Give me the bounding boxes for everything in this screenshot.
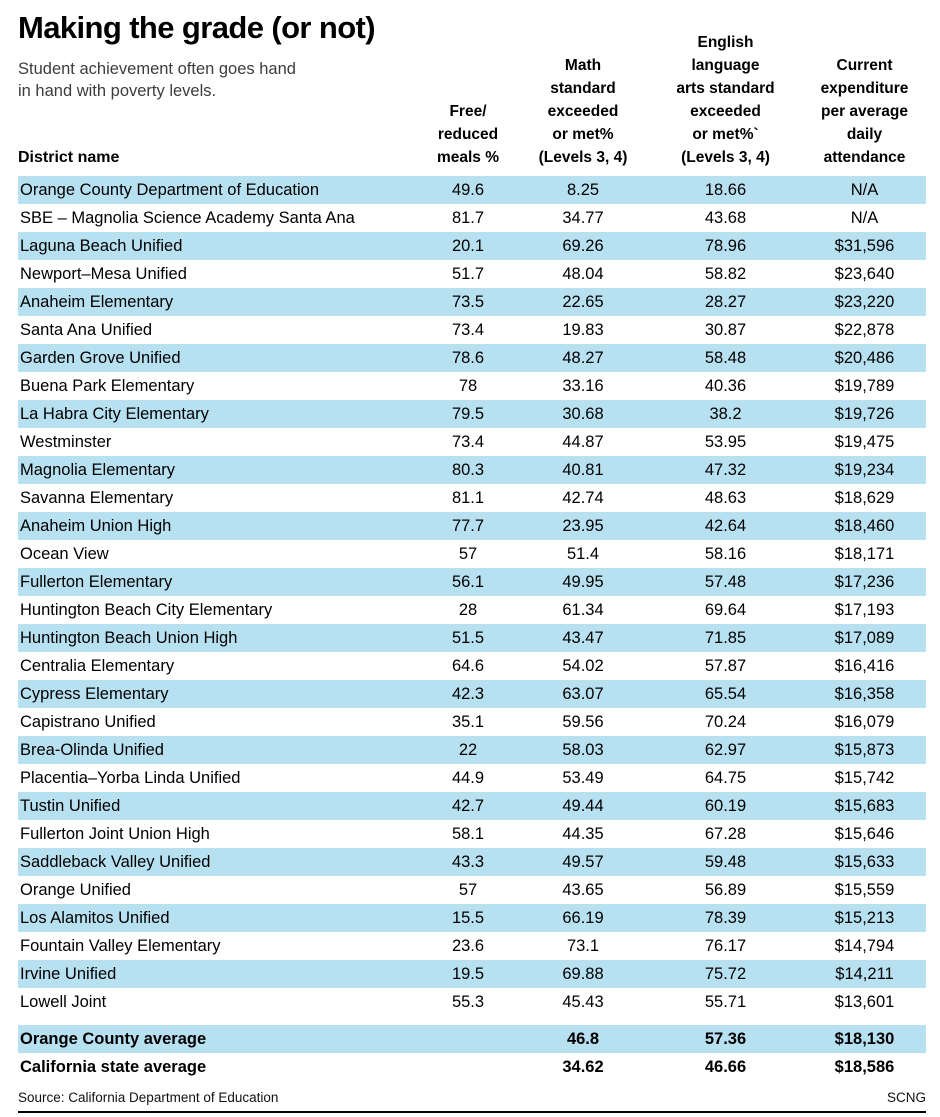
- cell-ela: 64.75: [704, 768, 747, 787]
- cell-meals: 73.4: [451, 432, 485, 451]
- cell-meals: 44.9: [451, 768, 485, 787]
- column-header-line: Math: [564, 57, 602, 74]
- cell-ela: 42.64: [704, 516, 747, 535]
- cell-district: Placentia–Yorba Linda Unified: [20, 768, 241, 787]
- column-header-line: meals %: [436, 149, 500, 166]
- agency-credit: SCNG: [886, 1090, 926, 1105]
- cell-expenditure: $14,211: [835, 964, 894, 983]
- table-row: [18, 484, 926, 512]
- cell-expenditure: $18,586: [834, 1057, 895, 1076]
- cell-meals: 80.3: [451, 460, 485, 479]
- cell-ela: 40.36: [704, 376, 747, 395]
- cell-expenditure: $19,475: [834, 432, 895, 451]
- cell-meals: 23.6: [451, 936, 485, 955]
- cell-math: 61.34: [562, 600, 604, 619]
- table-row: [18, 652, 926, 680]
- cell-meals: 73.4: [451, 320, 485, 339]
- cell-district: Irvine Unified: [20, 964, 117, 983]
- cell-ela: 71.85: [704, 628, 747, 647]
- cell-meals: 28: [458, 600, 478, 619]
- cell-district: Buena Park Elementary: [20, 376, 195, 395]
- table-row: [18, 820, 926, 848]
- cell-district: Orange County Department of Education: [20, 180, 320, 199]
- cell-district: Cypress Elementary: [20, 684, 169, 703]
- cell-meals: 81.1: [451, 488, 485, 507]
- cell-meals: 81.7: [451, 208, 485, 227]
- cell-ela: 30.87: [704, 320, 747, 339]
- cell-meals: 43.3: [451, 852, 485, 871]
- column-header-line: (Levels 3, 4): [538, 149, 628, 166]
- cell-math: 45.43: [562, 992, 604, 1011]
- cell-ela: 75.72: [704, 964, 747, 983]
- table-row: [18, 372, 926, 400]
- cell-ela: 55.71: [704, 992, 747, 1011]
- cell-expenditure: $18,171: [834, 544, 895, 563]
- page-title: Making the grade (or not): [18, 10, 376, 45]
- cell-district: Fountain Valley Elementary: [20, 936, 221, 955]
- cell-district: Fullerton Elementary: [20, 572, 173, 591]
- cell-math: 58.03: [562, 740, 604, 759]
- cell-math: 43.65: [562, 880, 604, 899]
- cell-math: 22.65: [562, 292, 604, 311]
- table-row: [18, 428, 926, 456]
- cell-district: Centralia Elementary: [20, 656, 175, 675]
- cell-math: 69.26: [562, 236, 604, 255]
- cell-ela: 46.66: [704, 1057, 747, 1076]
- cell-expenditure: $15,873: [834, 740, 895, 759]
- cell-district: Anaheim Elementary: [20, 292, 174, 311]
- cell-expenditure: $15,559: [834, 880, 895, 899]
- cell-math: 49.57: [562, 852, 604, 871]
- cell-district: Santa Ana Unified: [20, 320, 153, 339]
- cell-math: 34.77: [562, 208, 604, 227]
- cell-meals: 57: [458, 544, 478, 563]
- cell-ela: 56.89: [704, 880, 747, 899]
- column-header-line: attendance: [823, 149, 906, 166]
- cell-expenditure: $31,596: [834, 236, 895, 255]
- table-row: [18, 624, 926, 652]
- cell-expenditure: $14,794: [834, 936, 895, 955]
- cell-ela: 57.36: [704, 1029, 747, 1048]
- cell-math: 63.07: [562, 684, 604, 703]
- summary-row: [18, 1053, 926, 1081]
- column-header-line: Current: [836, 57, 893, 74]
- cell-expenditure: $18,629: [834, 488, 895, 507]
- cell-ela: 58.48: [704, 348, 747, 367]
- cell-meals: 56.1: [451, 572, 485, 591]
- subtitle-line-1: Student achievement often goes hand: [18, 60, 296, 78]
- cell-meals: 19.5: [451, 964, 485, 983]
- column-header-line: exceeded: [690, 103, 761, 120]
- cell-ela: 62.97: [704, 740, 747, 759]
- cell-district: Capistrano Unified: [20, 712, 156, 731]
- cell-math: 69.88: [562, 964, 604, 983]
- table-header-section: [18, 10, 926, 176]
- cell-expenditure: $22,878: [834, 320, 895, 339]
- cell-ela: 48.63: [704, 488, 747, 507]
- cell-expenditure: $15,213: [834, 908, 895, 927]
- footer: [18, 1090, 926, 1113]
- table-row: [18, 176, 926, 204]
- cell-expenditure: $15,646: [834, 824, 895, 843]
- cell-ela: 78.39: [704, 908, 747, 927]
- cell-ela: 53.95: [704, 432, 747, 451]
- table-row: [18, 680, 926, 708]
- summary-rows: [18, 1025, 926, 1081]
- cell-district: Westminster: [20, 432, 112, 451]
- column-header-meals: [418, 100, 518, 176]
- cell-ela: 47.32: [704, 460, 747, 479]
- cell-district: Anaheim Union High: [20, 516, 172, 535]
- cell-math: 42.74: [562, 488, 604, 507]
- cell-district: Garden Grove Unified: [20, 348, 181, 367]
- cell-expenditure: N/A: [850, 180, 879, 199]
- table-row: [18, 736, 926, 764]
- cell-expenditure: $16,416: [834, 656, 895, 675]
- column-header-ela: [648, 31, 803, 176]
- cell-ela: 18.66: [704, 180, 747, 199]
- cell-district: Magnolia Elementary: [20, 460, 175, 479]
- cell-district: Tustin Unified: [20, 796, 121, 815]
- table-row: [18, 400, 926, 428]
- table-row: [18, 596, 926, 624]
- cell-district: Fullerton Joint Union High: [20, 824, 210, 843]
- cell-expenditure: $13,601: [834, 992, 895, 1011]
- cell-district: Savanna Elementary: [20, 488, 174, 507]
- cell-math: 54.02: [562, 656, 604, 675]
- cell-ela: 70.24: [704, 712, 747, 731]
- cell-expenditure: $23,640: [834, 264, 895, 283]
- cell-ela: 65.54: [704, 684, 747, 703]
- cell-meals: 22: [458, 740, 478, 759]
- cell-district: Los Alamitos Unified: [20, 908, 170, 927]
- cell-math: 34.62: [562, 1057, 604, 1076]
- cell-meals: 78: [458, 376, 478, 395]
- column-header-line: per average: [820, 103, 909, 120]
- table-row: [18, 316, 926, 344]
- cell-district: Ocean View: [20, 544, 109, 563]
- cell-ela: 43.68: [704, 208, 747, 227]
- cell-district: Orange Unified: [20, 880, 131, 899]
- table-row: [18, 764, 926, 792]
- cell-meals: 15.5: [451, 908, 485, 927]
- cell-meals: 58.1: [451, 824, 485, 843]
- cell-ela: 57.87: [704, 656, 747, 675]
- table-row: [18, 512, 926, 540]
- cell-district: Huntington Beach City Elementary: [20, 600, 273, 619]
- table-row: [18, 456, 926, 484]
- table-row: [18, 204, 926, 232]
- cell-ela: 58.82: [704, 264, 747, 283]
- cell-math: 48.04: [562, 264, 604, 283]
- column-header-district: District name: [18, 149, 120, 166]
- cell-district: Newport–Mesa Unified: [20, 264, 187, 283]
- column-header-line: or met%`: [692, 126, 759, 143]
- cell-meals: 64.6: [451, 656, 485, 675]
- cell-ela: 59.48: [704, 852, 747, 871]
- cell-expenditure: $18,130: [834, 1029, 895, 1048]
- cell-meals: 73.5: [451, 292, 485, 311]
- cell-meals: 57: [458, 880, 478, 899]
- table-row: [18, 568, 926, 596]
- cell-ela: 57.48: [704, 572, 747, 591]
- cell-expenditure: N/A: [850, 208, 879, 227]
- cell-meals: 42.7: [451, 796, 485, 815]
- cell-math: 49.95: [562, 572, 604, 591]
- cell-math: 44.87: [562, 432, 604, 451]
- table-row: [18, 932, 926, 960]
- cell-district: California state average: [20, 1057, 207, 1076]
- cell-expenditure: $23,220: [834, 292, 895, 311]
- table-row: [18, 792, 926, 820]
- table-row: [18, 960, 926, 988]
- cell-meals: 20.1: [451, 236, 485, 255]
- table-row: [18, 876, 926, 904]
- cell-math: 46.8: [566, 1029, 600, 1048]
- cell-meals: 77.7: [451, 516, 485, 535]
- table-row: [18, 288, 926, 316]
- subtitle-line-2: in hand with poverty levels.: [18, 81, 217, 100]
- table-row: [18, 540, 926, 568]
- cell-meals: 49.6: [451, 180, 485, 199]
- cell-district: Brea-Olinda Unified: [20, 740, 164, 759]
- cell-expenditure: $19,789: [834, 376, 895, 395]
- cell-ela: 38.2: [709, 404, 742, 423]
- cell-expenditure: $17,089: [834, 628, 895, 647]
- cell-meals: 78.6: [451, 348, 485, 367]
- column-header-line: standard: [550, 80, 616, 97]
- table-row: [18, 344, 926, 372]
- cell-math: 43.47: [562, 628, 604, 647]
- cell-expenditure: $18,460: [834, 516, 895, 535]
- cell-expenditure: $16,358: [834, 684, 895, 703]
- cell-expenditure: $20,486: [834, 348, 895, 367]
- cell-math: 44.35: [562, 824, 604, 843]
- column-header-line: daily: [846, 126, 883, 143]
- table-row: [18, 232, 926, 260]
- cell-ela: 76.17: [704, 936, 747, 955]
- cell-math: 40.81: [562, 460, 604, 479]
- cell-math: 66.19: [562, 908, 604, 927]
- cell-expenditure: $15,683: [834, 796, 895, 815]
- cell-expenditure: $15,742: [834, 768, 895, 787]
- cell-expenditure: $17,236: [834, 572, 895, 591]
- column-header-line: reduced: [437, 126, 499, 143]
- cell-expenditure: $15,633: [834, 852, 895, 871]
- column-header-line: arts standard: [676, 80, 775, 97]
- cell-district: Huntington Beach Union High: [20, 628, 238, 647]
- cell-math: 73.1: [566, 936, 600, 955]
- cell-expenditure: $17,193: [834, 600, 895, 619]
- table-body: [18, 176, 926, 1016]
- cell-meals: 35.1: [451, 712, 485, 731]
- cell-expenditure: $19,726: [834, 404, 895, 423]
- cell-district: Saddleback Valley Unified: [20, 852, 211, 871]
- cell-math: 30.68: [562, 404, 604, 423]
- column-header-line: expenditure: [820, 80, 909, 97]
- cell-math: 8.25: [566, 180, 600, 199]
- cell-meals: 51.5: [451, 628, 485, 647]
- cell-ela: 28.27: [704, 292, 747, 311]
- source-credit: Source: California Department of Education: [18, 1090, 279, 1105]
- cell-ela: 78.96: [704, 236, 747, 255]
- column-header-line: Free/: [449, 103, 487, 120]
- cell-math: 53.49: [562, 768, 604, 787]
- cell-meals: 79.5: [451, 404, 485, 423]
- cell-math: 59.56: [562, 712, 604, 731]
- cell-district: SBE – Magnolia Science Academy Santa Ana: [20, 208, 355, 227]
- cell-ela: 67.28: [704, 824, 747, 843]
- cell-math: 33.16: [562, 376, 604, 395]
- column-header-line: exceeded: [547, 103, 619, 120]
- column-header-expenditure: [803, 54, 926, 176]
- column-header-line: English: [697, 34, 754, 51]
- cell-expenditure: $16,079: [834, 712, 895, 731]
- cell-ela: 60.19: [704, 796, 747, 815]
- cell-ela: 58.16: [704, 544, 747, 563]
- cell-math: 49.44: [562, 796, 604, 815]
- table-row: [18, 260, 926, 288]
- cell-math: 51.4: [566, 544, 600, 563]
- table-row: [18, 904, 926, 932]
- cell-meals: 42.3: [451, 684, 485, 703]
- cell-expenditure: $19,234: [834, 460, 895, 479]
- summary-row: [18, 1025, 926, 1053]
- column-header-math: [518, 54, 648, 176]
- cell-district: Laguna Beach Unified: [20, 236, 183, 255]
- table-row: [18, 848, 926, 876]
- cell-math: 23.95: [562, 516, 604, 535]
- cell-math: 19.83: [562, 320, 604, 339]
- column-header-line: language: [691, 57, 760, 74]
- cell-district: La Habra City Elementary: [20, 404, 209, 423]
- table-row: [18, 708, 926, 736]
- column-header-line: or met%: [552, 126, 614, 143]
- cell-meals: 55.3: [451, 992, 485, 1011]
- cell-district: Orange County average: [20, 1029, 207, 1048]
- cell-meals: 51.7: [451, 264, 485, 283]
- column-header-row: [18, 31, 926, 176]
- cell-ela: 69.64: [704, 600, 747, 619]
- cell-math: 48.27: [562, 348, 604, 367]
- table-row: [18, 988, 926, 1016]
- cell-district: Lowell Joint: [20, 992, 107, 1011]
- column-header-line: (Levels 3, 4): [681, 149, 770, 166]
